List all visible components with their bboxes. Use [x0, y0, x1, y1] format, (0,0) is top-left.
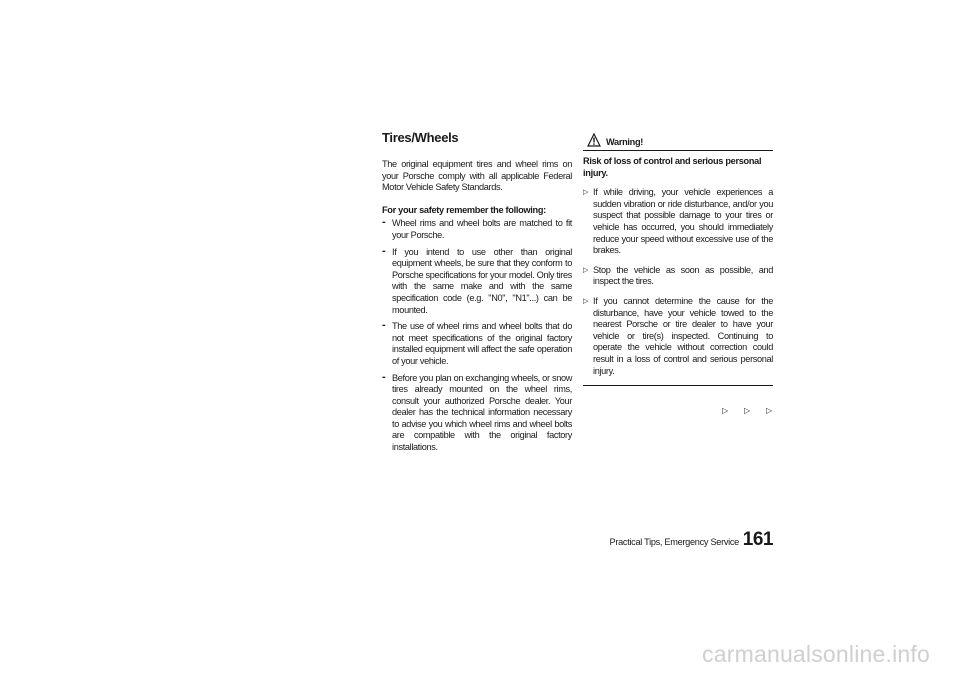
- list-item: [583, 296, 773, 377]
- list-item-text: Before you plan on exchanging wheels, or snow tires already mounted on the wheel rims, consult your authorized Porsche dealer. Your dealer has the technical information necessary to advise you which wheel rims and wheel bolts are compatible with the original factory installations.: [392, 372, 572, 453]
- list-item: [382, 321, 572, 367]
- continue-arrow-icon: ▷: [766, 406, 773, 415]
- continue-arrow-icon: ▷: [722, 406, 729, 415]
- warning-triangle-icon: [587, 133, 601, 147]
- dash-bullet: -: [382, 319, 386, 332]
- warning-subtitle: Risk of loss of control and serious personal injury.: [583, 156, 762, 178]
- intro-paragraph: The original equipment tires and wheel rims on your Porsche comply with all applicable Federal Motor Vehicle Safety Standards.: [382, 159, 572, 193]
- list-item: [583, 265, 773, 288]
- watermark: carmanualsonline.info: [702, 641, 930, 667]
- dash-bullet: -: [382, 370, 386, 383]
- triangle-bullet-icon: ▷: [583, 297, 589, 305]
- warning-header: [583, 134, 773, 151]
- list-item-text: If you cannot determine the cause for the disturbance, have your vehicle towed to the nearest Porsche or tire dealer to have your vehicle or tire(s) inspected. Continuing to operate the vehicle without correction could result in a loss of control and serious personal injury.: [593, 295, 773, 376]
- list-item: [382, 218, 572, 241]
- section-name: Practical Tips, Emergency Service: [609, 537, 739, 547]
- continue-arrow-icon: ▷: [744, 406, 751, 415]
- list-item-text: If you intend to use other than original equipment wheels, be sure that they conform to Porsche specifications for your model. Only tires with the same make and with the same specification code (e.g. "N0", "N1"...) can be mounted.: [392, 246, 572, 315]
- warning-title: Warning!: [606, 137, 644, 147]
- triangle-bullet-icon: ▷: [583, 266, 589, 274]
- list-item: [382, 244, 572, 317]
- page-footer: [593, 530, 773, 550]
- list-item: [382, 370, 572, 454]
- dash-bullet: -: [382, 244, 386, 257]
- list-item-text: If while driving, your vehicle experiences a sudden vibration or ride disturbance, and/or you suspect that possible damage to your tires or vehicle has occurred, you should immediately reduce your speed without excessive use of the brakes.: [593, 187, 773, 256]
- warning-end-rule: [583, 385, 773, 386]
- left-column: [382, 130, 572, 459]
- dash-bullet: -: [382, 216, 386, 229]
- list-item-text: The use of wheel rims and wheel bolts that do not meet specifications of the original factory installed equipment will affect the safe operation of your vehicle.: [392, 321, 572, 366]
- safety-heading: For your safety remember the following:: [382, 204, 546, 215]
- list-item: [583, 187, 773, 257]
- list-item-text: Wheel rims and wheel bolts are matched to fit your Porsche.: [392, 218, 572, 240]
- warning-box: [583, 134, 773, 386]
- page-number: 161: [742, 529, 773, 550]
- triangle-bullet-icon: ▷: [583, 189, 589, 197]
- list-item-text: Stop the vehicle as soon as possible, and inspect the tires.: [593, 264, 773, 287]
- continued-indicator: [722, 405, 774, 417]
- page-title: Tires/Wheels: [382, 130, 459, 145]
